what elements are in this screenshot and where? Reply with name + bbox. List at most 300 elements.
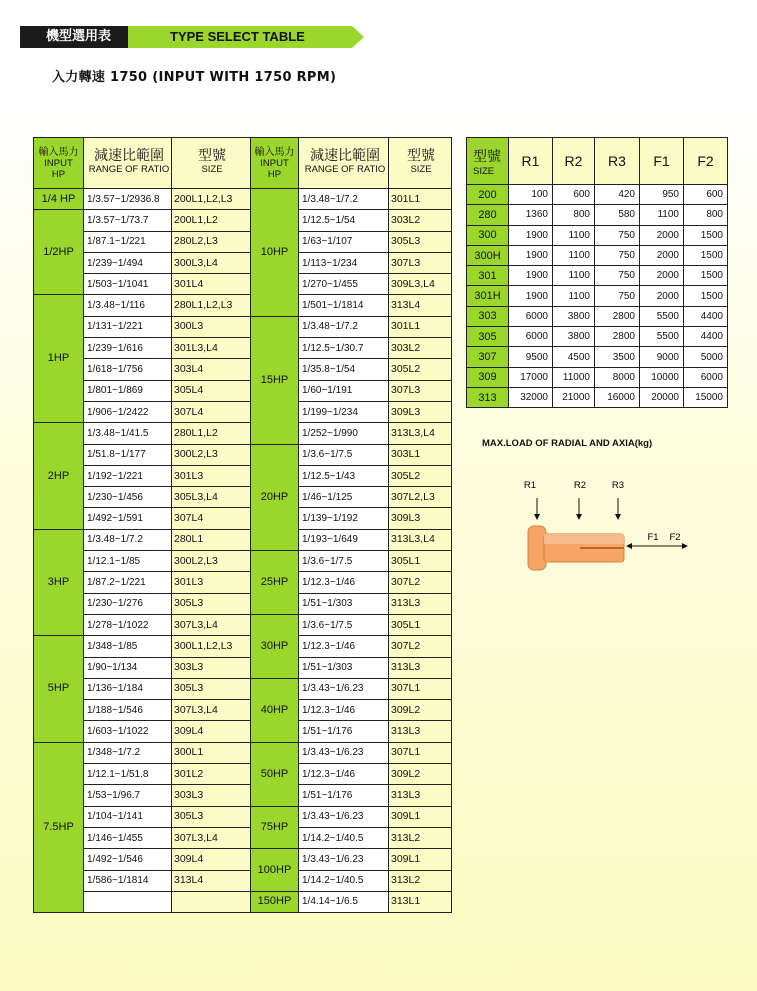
- diagram-label-r1: R1: [523, 480, 537, 491]
- ratio-cell: 1/252~1/990: [299, 423, 389, 444]
- size-cell: 307L4: [172, 508, 251, 529]
- load-value-cell: 20000: [640, 387, 684, 407]
- size-cell: 305L3: [172, 806, 251, 827]
- table-row: [34, 465, 452, 486]
- size-cell: 303L1: [389, 444, 452, 465]
- load-value-cell: 17000: [509, 367, 553, 387]
- load-row: [467, 225, 728, 245]
- ratio-cell: 1/146~1/455: [84, 827, 172, 848]
- load-value-cell: 3800: [553, 327, 595, 347]
- size-cell: 309L2: [389, 764, 452, 785]
- header-hp-en1: INPUT: [44, 157, 73, 169]
- load-row: [467, 245, 728, 265]
- load-row: [467, 205, 728, 225]
- size-cell: 305L3: [389, 231, 452, 252]
- size-cell: 305L2: [389, 465, 452, 486]
- size-cell: 313L4: [172, 870, 251, 891]
- diagram-label-f2: F2: [669, 532, 681, 543]
- ratio-cell: 1/3.6~1/7.5: [299, 614, 389, 635]
- size-cell: 305L1: [389, 551, 452, 572]
- load-value-cell: 5000: [684, 347, 728, 367]
- ratio-cell: 1/104~1/141: [84, 806, 172, 827]
- load-row: [467, 367, 728, 387]
- header-hp-en1: INPUT: [260, 157, 289, 169]
- load-value-cell: 2800: [595, 306, 640, 326]
- ratio-cell: 1/12.3~1/46: [299, 572, 389, 593]
- load-size-cell: 313: [467, 387, 509, 407]
- load-value-cell: 100: [509, 185, 553, 205]
- table-row: [34, 870, 452, 891]
- hp-cell: 3HP: [34, 529, 84, 635]
- ratio-cell: 1/586~1/1814: [84, 870, 172, 891]
- table-row: [34, 700, 452, 721]
- ratio-cell: 1/503~1/1041: [84, 274, 172, 295]
- load-value-cell: 1500: [684, 245, 728, 265]
- load-header-r1: R1: [509, 138, 553, 185]
- arrow-r1-icon: [534, 498, 540, 520]
- ratio-cell: 1/278~1/1022: [84, 614, 172, 635]
- max-load-title: MAX.LOAD OF RADIAL AND AXIA(kg): [482, 438, 653, 449]
- size-cell: 305L3: [172, 593, 251, 614]
- load-value-cell: 3800: [553, 306, 595, 326]
- ratio-cell: 1/139~1/192: [299, 508, 389, 529]
- hp-cell: 50HP: [251, 742, 299, 806]
- size-cell: 313L3: [389, 721, 452, 742]
- ratio-cell: 1/35.8~1/54: [299, 359, 389, 380]
- hp-cell: 1/2HP: [34, 210, 84, 295]
- size-cell: 305L2: [389, 359, 452, 380]
- size-cell: 313L2: [389, 870, 452, 891]
- size-cell: 307L2,L3: [389, 487, 452, 508]
- load-value-cell: 10000: [640, 367, 684, 387]
- hp-cell: 1HP: [34, 295, 84, 423]
- hp-cell: 15HP: [251, 316, 299, 444]
- table-row: [34, 189, 452, 210]
- ratio-cell: 1/12.3~1/46: [299, 764, 389, 785]
- ratio-cell: 1/60~1/191: [299, 380, 389, 401]
- size-cell: 280L1,L2,L3: [172, 295, 251, 316]
- ratio-cell: 1/3.6~1/7.5: [299, 444, 389, 465]
- size-cell: 303L2: [389, 210, 452, 231]
- table-row: [34, 849, 452, 870]
- ratio-cell: 1/87.2~1/221: [84, 572, 172, 593]
- ratio-cell: 1/3.48~1/7.2: [299, 189, 389, 210]
- size-cell: 313L3,L4: [389, 529, 452, 550]
- ratio-cell: 1/3.43~1/6.23: [299, 806, 389, 827]
- header-hp-en2: HP: [51, 168, 66, 180]
- load-value-cell: 600: [684, 185, 728, 205]
- load-size-cell: 307: [467, 347, 509, 367]
- size-cell: 307L3,L4: [172, 827, 251, 848]
- load-size-cell: 301H: [467, 286, 509, 306]
- load-value-cell: 750: [595, 245, 640, 265]
- table-row: [34, 593, 452, 614]
- table-row: [34, 274, 452, 295]
- size-cell: 307L3: [389, 252, 452, 273]
- table-row: [34, 742, 452, 763]
- ratio-cell: 1/4.14~1/6.5: [299, 891, 389, 912]
- load-value-cell: 580: [595, 205, 640, 225]
- ratio-cell: 1/230~1/276: [84, 593, 172, 614]
- load-value-cell: 2000: [640, 286, 684, 306]
- ratio-cell: 1/492~1/546: [84, 849, 172, 870]
- size-cell: 305L4: [172, 380, 251, 401]
- size-cell: 280L2,L3: [172, 231, 251, 252]
- ratio-cell: 1/801~1/869: [84, 380, 172, 401]
- size-cell: 307L1: [389, 678, 452, 699]
- ratio-cell: 1/192~1/221: [84, 465, 172, 486]
- size-cell: 305L1: [389, 614, 452, 635]
- arrow-r3-icon: [615, 498, 621, 520]
- ratio-cell: 1/12.3~1/46: [299, 636, 389, 657]
- ratio-cell: 1/12.5~1/43: [299, 465, 389, 486]
- size-cell: 307L4: [172, 401, 251, 422]
- load-value-cell: 2800: [595, 327, 640, 347]
- load-value-cell: 1100: [553, 225, 595, 245]
- load-value-cell: 1500: [684, 225, 728, 245]
- ratio-cell: 1/239~1/616: [84, 338, 172, 359]
- banner-title-zh: 機型選用表: [20, 26, 128, 48]
- table-row: [34, 231, 452, 252]
- load-value-cell: 2000: [640, 266, 684, 286]
- ratio-cell: 1/3.48~1/7.2: [84, 529, 172, 550]
- page-subtitle: 入力轉速 1750 (INPUT WITH 1750 RPM): [52, 70, 337, 85]
- load-header-size-en: SIZE: [473, 165, 495, 177]
- load-value-cell: 5500: [640, 306, 684, 326]
- load-size-cell: 301: [467, 266, 509, 286]
- header-ratio-en: RANGE OF RATIO: [88, 164, 170, 175]
- ratio-cell: [84, 891, 172, 912]
- load-value-cell: 8000: [595, 367, 640, 387]
- ratio-cell: 1/14.2~1/40.5: [299, 870, 389, 891]
- ratio-cell: 1/348~1/7.2: [84, 742, 172, 763]
- table-row: [34, 359, 452, 380]
- size-cell: 307L1: [389, 742, 452, 763]
- size-cell: 301L2: [172, 764, 251, 785]
- table-row: [34, 423, 452, 444]
- load-row: [467, 266, 728, 286]
- table-row: [34, 380, 452, 401]
- size-cell: 305L3: [172, 678, 251, 699]
- size-cell: 303L3: [172, 657, 251, 678]
- load-value-cell: 1100: [553, 245, 595, 265]
- type-select-table: [33, 137, 452, 913]
- size-cell: 301L3: [172, 572, 251, 593]
- ratio-cell: 1/53~1/96.7: [84, 785, 172, 806]
- header-ratio-en: RANGE OF RATIO: [304, 164, 386, 175]
- ratio-cell: 1/51~1/303: [299, 593, 389, 614]
- ratio-cell: 1/12.5~1/54: [299, 210, 389, 231]
- load-header-r2: R2: [553, 138, 595, 185]
- size-cell: 300L1: [172, 742, 251, 763]
- shaft-load-diagram: [510, 474, 710, 614]
- load-value-cell: 1900: [509, 266, 553, 286]
- table-row: [34, 487, 452, 508]
- hp-cell: 150HP: [251, 891, 299, 912]
- load-size-cell: 280: [467, 205, 509, 225]
- ratio-cell: 1/193~1/649: [299, 529, 389, 550]
- ratio-cell: 1/603~1/1022: [84, 721, 172, 742]
- banner-title-en: TYPE SELECT TABLE: [128, 26, 352, 48]
- load-value-cell: 3500: [595, 347, 640, 367]
- ratio-cell: 1/51~1/176: [299, 785, 389, 806]
- load-row: [467, 306, 728, 326]
- load-value-cell: 950: [640, 185, 684, 205]
- size-cell: 313L4: [389, 295, 452, 316]
- size-cell: 301L4: [172, 274, 251, 295]
- size-cell: 280L1: [172, 529, 251, 550]
- load-value-cell: 11000: [553, 367, 595, 387]
- ratio-cell: 1/3.48~1/7.2: [299, 316, 389, 337]
- load-value-cell: 1900: [509, 225, 553, 245]
- size-cell: 313L2: [389, 827, 452, 848]
- load-value-cell: 4400: [684, 306, 728, 326]
- load-value-cell: 750: [595, 225, 640, 245]
- load-value-cell: 16000: [595, 387, 640, 407]
- header-hp-zh: 輸入馬力: [254, 146, 295, 158]
- ratio-cell: 1/618~1/756: [84, 359, 172, 380]
- size-cell: 309L1: [389, 849, 452, 870]
- arrow-axial-icon: [626, 543, 688, 549]
- hp-cell: 5HP: [34, 636, 84, 742]
- size-cell: 313L3: [389, 593, 452, 614]
- table-row: [34, 764, 452, 785]
- load-value-cell: 800: [684, 205, 728, 225]
- load-value-cell: 9500: [509, 347, 553, 367]
- table-row: [34, 295, 452, 316]
- ratio-cell: 1/3.48~1/116: [84, 295, 172, 316]
- ratio-cell: 1/63~1/107: [299, 231, 389, 252]
- load-header-size-zh: 型號: [473, 148, 501, 165]
- load-value-cell: 750: [595, 286, 640, 306]
- load-row: [467, 286, 728, 306]
- header-hp-zh: 輸入馬力: [38, 146, 79, 158]
- load-value-cell: 800: [553, 205, 595, 225]
- table-row: [34, 551, 452, 572]
- diagram-label-r2: R2: [573, 480, 587, 491]
- table-row: [34, 316, 452, 337]
- size-cell: 309L3: [389, 508, 452, 529]
- load-value-cell: 1360: [509, 205, 553, 225]
- size-cell: 300L3,L4: [172, 252, 251, 273]
- size-cell: 301L1: [389, 189, 452, 210]
- header-size: [389, 138, 452, 189]
- load-header-size: [467, 138, 509, 185]
- header-ratio-zh: 減速比範圍: [94, 148, 164, 164]
- ratio-cell: 1/348~1/85: [84, 636, 172, 657]
- load-value-cell: 420: [595, 185, 640, 205]
- header-size-zh: 型號: [198, 148, 226, 164]
- load-value-cell: 4400: [684, 327, 728, 347]
- load-size-cell: 200: [467, 185, 509, 205]
- hp-cell: 7.5HP: [34, 742, 84, 912]
- load-value-cell: 15000: [684, 387, 728, 407]
- ratio-cell: 1/501~1/1814: [299, 295, 389, 316]
- load-header-f1: F1: [640, 138, 684, 185]
- table-row: [34, 891, 452, 912]
- load-value-cell: 9000: [640, 347, 684, 367]
- size-cell: 309L3,L4: [389, 274, 452, 295]
- load-value-cell: 1500: [684, 286, 728, 306]
- load-row: [467, 387, 728, 407]
- ratio-cell: 1/3.57~1/2936.8: [84, 189, 172, 210]
- ratio-cell: 1/90~1/134: [84, 657, 172, 678]
- ratio-cell: 1/46~1/125: [299, 487, 389, 508]
- ratio-cell: 1/199~1/234: [299, 401, 389, 422]
- size-cell: 300L2,L3: [172, 551, 251, 572]
- ratio-cell: 1/3.43~1/6.23: [299, 678, 389, 699]
- header-hp: [251, 138, 299, 189]
- diagram-label-f1: F1: [647, 532, 659, 543]
- hp-cell: 100HP: [251, 849, 299, 892]
- load-size-cell: 303: [467, 306, 509, 326]
- size-cell: 309L2: [389, 700, 452, 721]
- hp-cell: 2HP: [34, 423, 84, 529]
- size-cell: 300L2,L3: [172, 444, 251, 465]
- load-value-cell: 21000: [553, 387, 595, 407]
- ratio-cell: 1/51~1/176: [299, 721, 389, 742]
- load-row: [467, 185, 728, 205]
- size-cell: 200L1,L2: [172, 210, 251, 231]
- ratio-cell: 1/270~1/455: [299, 274, 389, 295]
- load-value-cell: 1100: [553, 286, 595, 306]
- load-value-cell: 1900: [509, 245, 553, 265]
- load-size-cell: 300: [467, 225, 509, 245]
- hp-cell: 1/4 HP: [34, 189, 84, 210]
- size-cell: 313L3: [389, 657, 452, 678]
- size-cell: 313L1: [389, 891, 452, 912]
- hp-cell: 20HP: [251, 444, 299, 550]
- ratio-cell: 1/113~1/234: [299, 252, 389, 273]
- size-cell: 313L3,L4: [389, 423, 452, 444]
- ratio-cell: 1/3.43~1/6.23: [299, 742, 389, 763]
- load-value-cell: 4500: [553, 347, 595, 367]
- table-row: [34, 508, 452, 529]
- header-size-zh: 型號: [407, 148, 435, 164]
- size-cell: 309L3: [389, 401, 452, 422]
- header-ratio: [299, 138, 389, 189]
- table-header-row: [34, 138, 452, 189]
- size-cell: 200L1,L2,L3: [172, 189, 251, 210]
- ratio-cell: 1/136~1/184: [84, 678, 172, 699]
- load-value-cell: 600: [553, 185, 595, 205]
- ratio-cell: 1/131~1/221: [84, 316, 172, 337]
- load-value-cell: 1900: [509, 286, 553, 306]
- load-value-cell: 32000: [509, 387, 553, 407]
- load-size-cell: 300H: [467, 245, 509, 265]
- header-hp: [34, 138, 84, 189]
- table-row: [34, 401, 452, 422]
- ratio-cell: 1/12.1~1/51.8: [84, 764, 172, 785]
- max-load-table: [466, 137, 728, 408]
- arrow-r2-icon: [576, 498, 582, 520]
- size-cell: 307L3,L4: [172, 614, 251, 635]
- ratio-cell: 1/906~1/2422: [84, 401, 172, 422]
- load-value-cell: 1500: [684, 266, 728, 286]
- header-size-en: SIZE: [410, 164, 432, 175]
- size-cell: 307L2: [389, 636, 452, 657]
- table-row: [34, 614, 452, 635]
- ratio-cell: 1/12.3~1/46: [299, 700, 389, 721]
- shaft-icon: [528, 526, 624, 570]
- size-cell: 301L3,L4: [172, 338, 251, 359]
- table-row: [34, 827, 452, 848]
- size-cell: 303L3: [172, 785, 251, 806]
- table-row: [34, 678, 452, 699]
- ratio-cell: 1/51~1/303: [299, 657, 389, 678]
- hp-cell: 25HP: [251, 551, 299, 615]
- banner-arrow-icon: [352, 26, 364, 48]
- load-value-cell: 5500: [640, 327, 684, 347]
- size-cell: 307L3,L4: [172, 700, 251, 721]
- load-value-cell: 6000: [684, 367, 728, 387]
- size-cell: 309L4: [172, 849, 251, 870]
- ratio-cell: 1/14.2~1/40.5: [299, 827, 389, 848]
- load-value-cell: 2000: [640, 245, 684, 265]
- ratio-cell: 1/3.43~1/6.23: [299, 849, 389, 870]
- size-cell: 303L4: [172, 359, 251, 380]
- size-cell: 300L3: [172, 316, 251, 337]
- ratio-cell: 1/3.48~1/41.5: [84, 423, 172, 444]
- load-header-r3: R3: [595, 138, 640, 185]
- header-ratio: [84, 138, 172, 189]
- size-cell: 301L3: [172, 465, 251, 486]
- load-row: [467, 327, 728, 347]
- hp-cell: 10HP: [251, 189, 299, 317]
- ratio-cell: 1/3.57~1/73.7: [84, 210, 172, 231]
- size-cell: 280L1,L2: [172, 423, 251, 444]
- table-row: [34, 806, 452, 827]
- table-row: [34, 657, 452, 678]
- table-row: [34, 444, 452, 465]
- ratio-cell: 1/492~1/591: [84, 508, 172, 529]
- table-row: [34, 338, 452, 359]
- hp-cell: 75HP: [251, 806, 299, 849]
- size-cell: 300L1,L2,L3: [172, 636, 251, 657]
- header-hp-en2: HP: [267, 168, 282, 180]
- size-cell: 305L3,L4: [172, 487, 251, 508]
- size-cell: 307L2: [389, 572, 452, 593]
- diagram-label-r3: R3: [611, 480, 625, 491]
- ratio-cell: 1/239~1/494: [84, 252, 172, 273]
- size-cell: 309L4: [172, 721, 251, 742]
- load-value-cell: 2000: [640, 225, 684, 245]
- hp-cell: 30HP: [251, 614, 299, 678]
- load-size-cell: 309: [467, 367, 509, 387]
- ratio-cell: 1/12.5~1/30.7: [299, 338, 389, 359]
- load-header-row: [467, 138, 728, 185]
- table-row: [34, 636, 452, 657]
- load-value-cell: 1100: [640, 205, 684, 225]
- size-cell: 307L3: [389, 380, 452, 401]
- load-value-cell: 6000: [509, 327, 553, 347]
- ratio-cell: 1/87.1~1/221: [84, 231, 172, 252]
- ratio-cell: 1/188~1/546: [84, 700, 172, 721]
- load-size-cell: 305: [467, 327, 509, 347]
- size-cell: 303L2: [389, 338, 452, 359]
- table-row: [34, 252, 452, 273]
- load-row: [467, 347, 728, 367]
- size-cell: 309L1: [389, 806, 452, 827]
- ratio-cell: 1/230~1/456: [84, 487, 172, 508]
- size-cell: 301L1: [389, 316, 452, 337]
- header-size-en: SIZE: [201, 164, 223, 175]
- table-row: [34, 785, 452, 806]
- ratio-cell: 1/3.6~1/7.5: [299, 551, 389, 572]
- hp-cell: 40HP: [251, 678, 299, 742]
- load-value-cell: 6000: [509, 306, 553, 326]
- ratio-cell: 1/51.8~1/177: [84, 444, 172, 465]
